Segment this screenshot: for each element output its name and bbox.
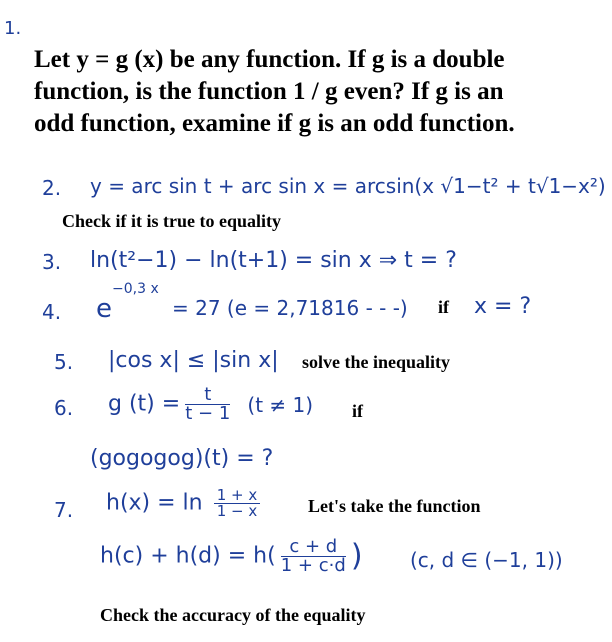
- problem-2-number: 2.: [42, 176, 62, 200]
- problem-5-number: 5.: [54, 350, 74, 374]
- problem-6-if-label: if: [352, 401, 363, 421]
- problem-1-text: [34, 44, 604, 140]
- problem-7-lhs2: h(c) + h(d) = h(: [100, 543, 276, 569]
- problem-3-number: 3.: [42, 250, 62, 274]
- problem-6-composition: (gogogog)(t) = ?: [90, 446, 274, 471]
- problem-2-expression: y = arc sin t + arc sin x = arcsin(x √1−t² + t√1−x²): [90, 174, 606, 198]
- problem-4-if-label: if: [438, 297, 449, 317]
- problem-7-lhs: h(x) = ln: [106, 490, 203, 516]
- problem-5-expression: |cos x| ≤ |sin x|: [108, 348, 279, 373]
- problem-6-number: 6.: [54, 396, 74, 420]
- problem-1-number: 1.: [4, 18, 22, 39]
- problem-7-footer: Check the accuracy of the equality: [100, 605, 366, 625]
- problem-7-domain: (c, d ∈ (−1, 1)): [410, 548, 563, 572]
- problem-7-function: [106, 488, 260, 519]
- problem-7-fraction2: [281, 538, 346, 575]
- problem-6-condition: (t ≠ 1): [247, 392, 314, 417]
- fraction-denominator: 1 + c·d: [280, 555, 346, 576]
- problem-1-line: function, is the function 1 / g even? If g is an: [34, 78, 504, 105]
- problem-4-question: x = ?: [474, 294, 532, 319]
- problem-5-instruction: solve the inequality: [302, 352, 451, 372]
- problem-7-number: 7.: [54, 498, 74, 522]
- problem-6-fraction: [185, 386, 230, 423]
- fraction-denominator: t − 1: [185, 403, 231, 424]
- problem-7-instruction: Let's take the function: [308, 496, 481, 516]
- problem-1-line: odd function, examine if g is an odd function.: [34, 110, 515, 137]
- problem-3-expression: ln(t²−1) − ln(t+1) = sin x ⇒ t = ?: [90, 248, 457, 273]
- problem-1-line: Let y = g (x) be any function. If g is a double: [34, 46, 505, 73]
- problem-7-equation: [100, 538, 363, 575]
- problem-4-expression: = 27 (e = 2,71816 - - -): [172, 296, 408, 320]
- fraction-numerator: 1 + x: [214, 488, 261, 504]
- problem-7-fraction: [214, 488, 261, 519]
- problem-2-instruction: Check if it is true to equality: [62, 211, 281, 231]
- fraction-numerator: c + d: [281, 538, 346, 557]
- problem-4-base: e: [96, 294, 112, 324]
- fraction-numerator: t: [185, 386, 230, 405]
- problem-7-close: ): [350, 538, 363, 574]
- fraction-denominator: 1 − x: [216, 502, 258, 520]
- problem-4-exponent: −0,3 x: [112, 281, 159, 297]
- problem-4-number: 4.: [42, 300, 62, 324]
- problem-6-lhs: g (t) =: [108, 391, 181, 417]
- problem-6-function: [108, 386, 313, 423]
